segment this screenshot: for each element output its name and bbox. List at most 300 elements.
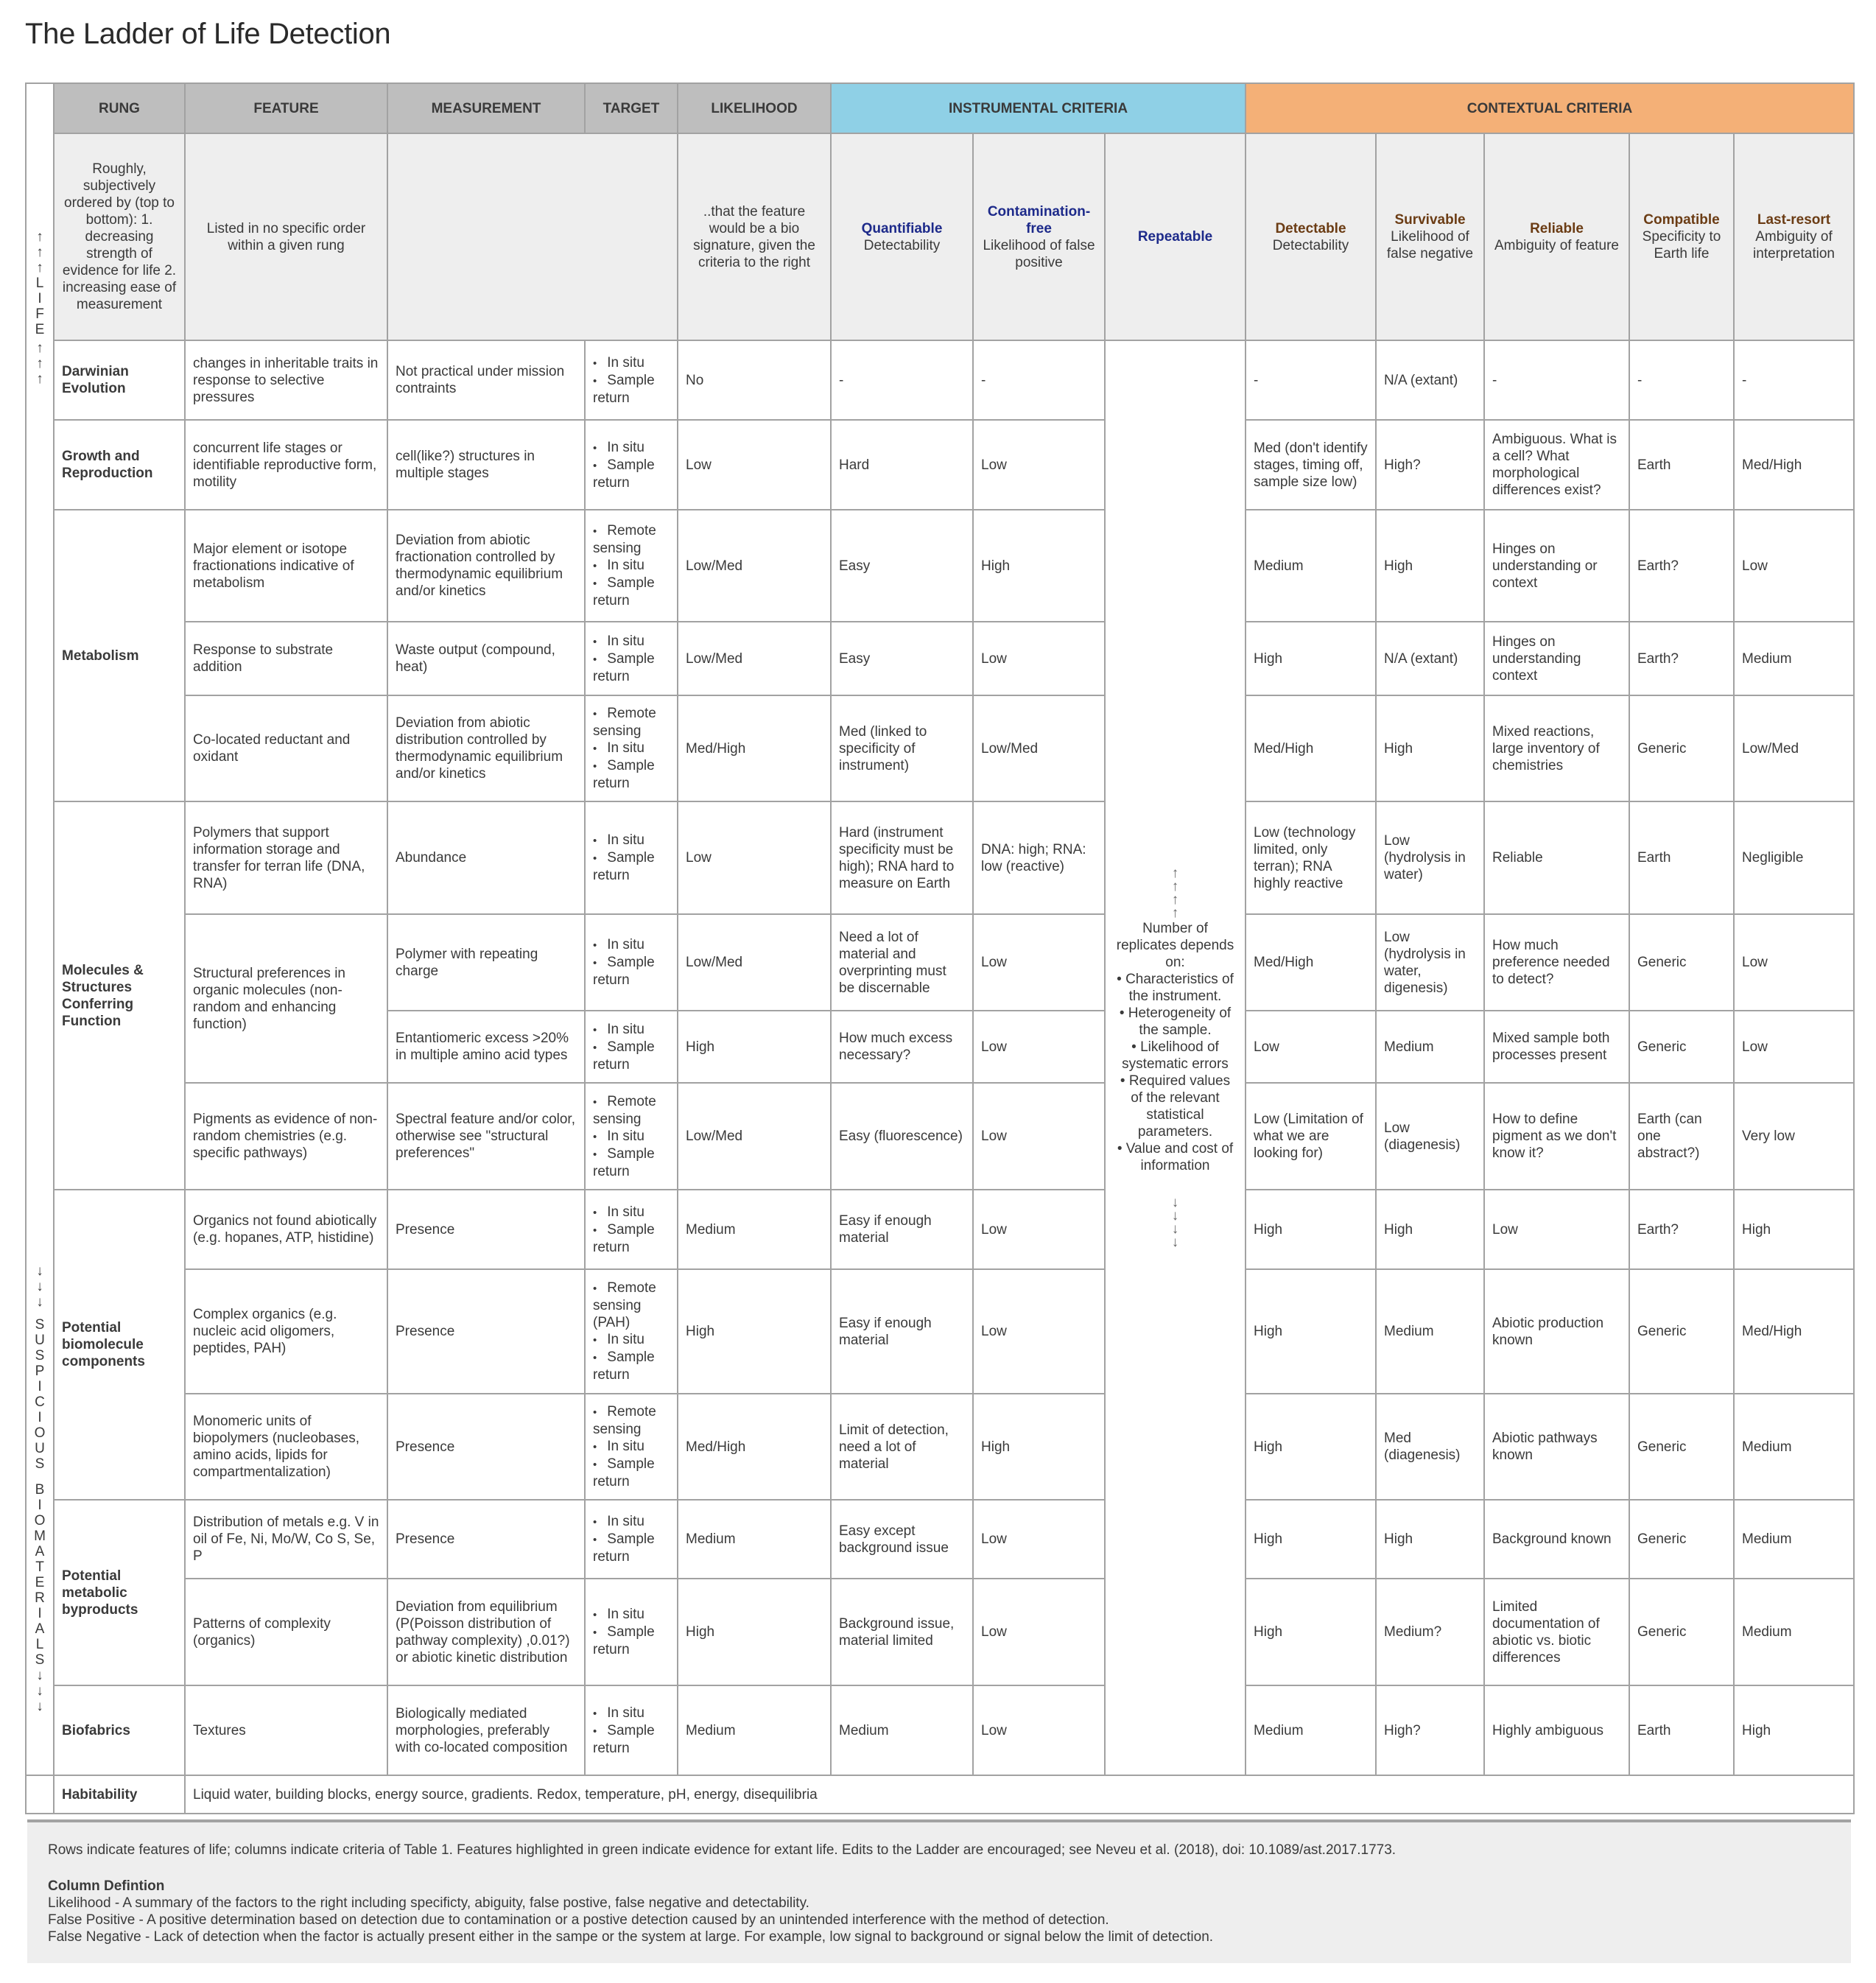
likelihood-cell: Low/Med	[678, 510, 831, 622]
contamination-cell: Low/Med	[973, 695, 1105, 801]
up-arrow-icon: ↑	[1171, 905, 1179, 921]
survivable-cell: N/A (extant)	[1376, 340, 1484, 420]
target-cell	[585, 420, 678, 510]
direction-labels	[34, 340, 46, 1714]
contamination-cell: -	[973, 340, 1105, 420]
down-arrow-icon: ↓	[36, 1294, 43, 1310]
contamination-cell: DNA: high; RNA: low (reactive)	[973, 801, 1105, 914]
survivable-cell: High?	[1376, 1685, 1484, 1775]
criterion-title: Compatible	[1643, 212, 1720, 228]
rung-name: Metabolism	[54, 510, 185, 801]
feature-cell: Organics not found abiotically (e.g. hopanes, ATP, histidine)	[185, 1190, 387, 1269]
ladder-row	[26, 1579, 1854, 1685]
feature-cell: Co-located reductant and oxidant	[185, 695, 387, 801]
margin-cell	[26, 1775, 54, 1814]
reliable-cell: Highly ambiguous	[1484, 1685, 1629, 1775]
up-arrow-icon: ↑	[1171, 878, 1179, 894]
column-header-target: TARGET	[585, 83, 678, 133]
target-item: • Remote sensing	[593, 705, 670, 740]
detectable-cell: -	[1246, 340, 1376, 420]
subheader-likelihood: ..that the feature would be a bio signature, given the criteria to the right	[678, 133, 831, 340]
reliable-cell: Mixed reactions, large inventory of chemistries	[1484, 695, 1629, 801]
up-arrow-icon: ↑	[36, 371, 43, 387]
target-item: • Sample return	[593, 849, 670, 884]
compatible-cell: Generic	[1629, 1269, 1734, 1394]
reliable-cell: Hinges on understanding context	[1484, 622, 1629, 695]
ladder-row	[26, 1190, 1854, 1269]
compatible-cell: Generic	[1629, 1394, 1734, 1500]
compatible-cell: Generic	[1629, 1500, 1734, 1579]
survivable-cell: Medium?	[1376, 1579, 1484, 1685]
target-item: • Sample return	[593, 650, 670, 685]
compatible-cell: Earth?	[1629, 622, 1734, 695]
survivable-cell: Low (hydrolysis in water, digenesis)	[1376, 914, 1484, 1011]
target-cell	[585, 695, 678, 801]
detectable-cell: Med/High	[1246, 914, 1376, 1011]
margin-letter: C	[35, 1394, 45, 1410]
criterion-desc: Detectability	[863, 237, 941, 253]
measurement-cell: Abundance	[387, 801, 585, 914]
target-item: • Sample return	[593, 1531, 670, 1565]
likelihood-cell: Medium	[678, 1500, 831, 1579]
quantifiable-cell: Medium	[831, 1685, 973, 1775]
feature-cell: Distribution of metals e.g. V in oil of Fe, Ni, Mo/W, Co S, Se, P	[185, 1500, 387, 1579]
survivable-cell: High	[1376, 1190, 1484, 1269]
target-cell	[585, 340, 678, 420]
contamination-cell: Low	[973, 1685, 1105, 1775]
lastresort-cell: Med/High	[1734, 420, 1854, 510]
up-arrow-icon: ↑	[36, 356, 43, 371]
margin-letter: U	[35, 1333, 45, 1348]
quantifiable-cell: Background issue, material limited	[831, 1579, 973, 1685]
subheader-lastresort	[1734, 133, 1854, 340]
survivable-cell: High	[1376, 510, 1484, 622]
target-list	[593, 936, 670, 989]
down-arrows	[1113, 1196, 1237, 1249]
target-item: • Sample return	[593, 1145, 670, 1180]
measurement-cell: Presence	[387, 1269, 585, 1394]
ladder-row	[26, 1394, 1854, 1500]
compatible-cell: -	[1629, 340, 1734, 420]
rung-habitability: Habitability	[54, 1775, 185, 1814]
target-list	[593, 522, 670, 609]
up-arrows	[1113, 867, 1237, 920]
lastresort-cell: Med/High	[1734, 1269, 1854, 1394]
target-item: • Sample return	[593, 575, 670, 609]
contamination-cell: High	[973, 510, 1105, 622]
ladder-row	[26, 695, 1854, 801]
margin-letter: S	[35, 1456, 45, 1472]
lastresort-cell: Medium	[1734, 1500, 1854, 1579]
quantifiable-cell: Easy (fluorescence)	[831, 1083, 973, 1190]
target-list	[593, 1093, 670, 1180]
ladder-body	[26, 340, 1854, 1775]
feature-cell: Patterns of complexity (organics)	[185, 1579, 387, 1685]
target-item: • In situ	[593, 1331, 670, 1349]
criterion-desc: Likelihood of false positive	[983, 237, 1095, 270]
measurement-cell: Waste output (compound, heat)	[387, 622, 585, 695]
feature-cell: Complex organics (e.g. nucleic acid oligomers, peptides, PAH)	[185, 1269, 387, 1394]
contamination-cell: Low	[973, 1500, 1105, 1579]
target-list	[593, 705, 670, 792]
reliable-cell: Limited documentation of abiotic vs. biotic differences	[1484, 1579, 1629, 1685]
page-title: The Ladder of Life Detection	[25, 18, 391, 50]
subheader-compatible	[1629, 133, 1734, 340]
ladder-row	[26, 420, 1854, 510]
quantifiable-cell: Need a lot of material and overprinting must be discernable	[831, 914, 973, 1011]
target-cell	[585, 1083, 678, 1190]
measurement-cell: Deviation from abiotic fractionation controlled by thermodynamic equilibrium and/or kinetics	[387, 510, 585, 622]
margin-letter: O	[34, 1513, 46, 1529]
target-item: • In situ	[593, 1021, 670, 1039]
target-cell	[585, 622, 678, 695]
target-item: • In situ	[593, 1606, 670, 1624]
survivable-cell: Low (diagenesis)	[1376, 1083, 1484, 1190]
subheader-survivable	[1376, 133, 1484, 340]
lastresort-cell: Very low	[1734, 1083, 1854, 1190]
target-item: • Remote sensing	[593, 1093, 670, 1128]
down-arrow-icon: ↓	[1171, 1207, 1179, 1224]
feature-cell: concurrent life stages or identifiable reproductive form, motility	[185, 420, 387, 510]
target-item: • Sample return	[593, 1039, 670, 1073]
contamination-cell: Low	[973, 1011, 1105, 1083]
contamination-cell: Low	[973, 1579, 1105, 1685]
margin-letter: O	[34, 1425, 46, 1441]
target-cell	[585, 1190, 678, 1269]
lastresort-cell: Negligible	[1734, 801, 1854, 914]
feature-cell: Polymers that support information storage and transfer for terran life (DNA, RNA)	[185, 801, 387, 914]
habitability-row	[26, 1775, 1854, 1814]
target-item: • In situ	[593, 740, 670, 757]
margin-letter: P	[35, 1363, 45, 1379]
ladder-direction-margin	[26, 340, 54, 1775]
life-label	[34, 229, 46, 340]
target-cell	[585, 1685, 678, 1775]
likelihood-cell: Med/High	[678, 695, 831, 801]
footer-note: Rows indicate features of life; columns indicate criteria of Table 1. Features highlighted in green indicate evidence for extant life. Edits to the Ladder are encouraged; see Neveu et al. (2018), doi: 10.1089/ast.2017.1773.	[48, 1842, 1397, 1858]
target-cell	[585, 1011, 678, 1083]
reliable-cell: Reliable	[1484, 801, 1629, 914]
criterion-title: Repeatable	[1137, 229, 1213, 245]
target-item: • Sample return	[593, 1624, 670, 1658]
target-item: • In situ	[593, 1204, 670, 1221]
likelihood-cell: High	[678, 1579, 831, 1685]
criterion-title: Quantifiable	[861, 220, 943, 236]
target-item: • In situ	[593, 1513, 670, 1531]
down-arrow-icon: ↓	[1171, 1221, 1179, 1237]
feature-cell: Structural preferences in organic molecules (non-random and enhancing function)	[185, 914, 387, 1083]
target-item: • Remote sensing	[593, 1403, 670, 1438]
subheader-row	[26, 133, 1854, 340]
contamination-cell: Low	[973, 1269, 1105, 1394]
habitability-text: Liquid water, building blocks, energy source, gradients. Redox, temperature, pH, energy, disequilibria	[185, 1775, 1854, 1814]
target-cell	[585, 1500, 678, 1579]
detectable-cell: Low	[1246, 1011, 1376, 1083]
lastresort-cell: Low	[1734, 914, 1854, 1011]
lastresort-cell: Low	[1734, 1011, 1854, 1083]
rung-name: Molecules & Structures Conferring Function	[54, 801, 185, 1190]
header-row	[26, 83, 1854, 133]
ladder-row	[26, 340, 1854, 420]
subheader-rung: Roughly, subjectively ordered by (top to bottom): 1. decreasing strength of evidence for life 2. increasing ease of measurement	[54, 133, 185, 340]
margin-letter: I	[38, 1498, 42, 1513]
margin-letter: S	[35, 1348, 45, 1363]
detectable-cell: High	[1246, 1269, 1376, 1394]
survivable-cell: Low (hydrolysis in water)	[1376, 801, 1484, 914]
column-header-measurement: MEASUREMENT	[387, 83, 585, 133]
likelihood-cell: High	[678, 1269, 831, 1394]
definition-false-positive: False Positive - A positive determination based on detection due to contamination or a postive detection caused by an unintended interference with the method of detection.	[48, 1912, 1109, 1928]
criterion-title: Survivable	[1394, 212, 1466, 228]
detectable-cell: Medium	[1246, 510, 1376, 622]
rung-name: Biofabrics	[54, 1685, 185, 1775]
quantifiable-cell: Easy if enough material	[831, 1269, 973, 1394]
target-item: • Sample return	[593, 1221, 670, 1256]
margin-letter: I	[38, 291, 42, 306]
footer-notes	[27, 1819, 1851, 1963]
target-list	[593, 633, 670, 685]
subheader-measurement	[387, 133, 678, 340]
target-item: • Sample return	[593, 757, 670, 792]
target-list	[593, 832, 670, 884]
margin-letter: L	[35, 1637, 44, 1652]
survivable-cell: Medium	[1376, 1011, 1484, 1083]
quantifiable-cell: -	[831, 340, 973, 420]
lastresort-cell: Medium	[1734, 1394, 1854, 1500]
lastresort-cell: Low/Med	[1734, 695, 1854, 801]
margin-letter: E	[35, 322, 45, 337]
target-item: • In situ	[593, 936, 670, 954]
feature-cell: Major element or isotope fractionations indicative of metabolism	[185, 510, 387, 622]
target-list	[593, 1280, 670, 1383]
up-arrow-icon: ↑	[36, 340, 43, 356]
quantifiable-cell: Hard (instrument specificity must be high); RNA hard to measure on Earth	[831, 801, 973, 914]
measurement-cell: Spectral feature and/or color, otherwise see "structural preferences"	[387, 1083, 585, 1190]
detectable-cell: Low (Limitation of what we are looking for)	[1246, 1083, 1376, 1190]
definitions-title: Column Defintion	[48, 1878, 165, 1894]
ladder-row	[26, 1685, 1854, 1775]
margin-letter: M	[34, 1529, 46, 1544]
rung-name: Growth and Reproduction	[54, 420, 185, 510]
detectable-cell: Low (technology limited, only terran); RNA highly reactive	[1246, 801, 1376, 914]
target-item: • Sample return	[593, 954, 670, 989]
criterion-title: Contamination-free	[987, 203, 1091, 236]
measurement-cell: Presence	[387, 1500, 585, 1579]
ladder-row	[26, 510, 1854, 622]
margin-letter: U	[35, 1441, 45, 1456]
ladder-table	[25, 83, 1855, 1814]
reliable-cell: How to define pigment as we don't know it?	[1484, 1083, 1629, 1190]
criterion-desc: Detectability	[1272, 237, 1349, 253]
survivable-cell: High?	[1376, 420, 1484, 510]
contamination-cell: Low	[973, 914, 1105, 1011]
margin-letter: A	[35, 1544, 45, 1559]
repeatable-note	[1105, 340, 1246, 1775]
feature-cell: Textures	[185, 1685, 387, 1775]
target-list	[593, 1021, 670, 1073]
target-list	[593, 1513, 670, 1565]
reliable-cell: Hinges on understanding or context	[1484, 510, 1629, 622]
reliable-cell: Abiotic production known	[1484, 1269, 1629, 1394]
reliable-cell: -	[1484, 340, 1629, 420]
compatible-cell: Generic	[1629, 1011, 1734, 1083]
subheader-reliable	[1484, 133, 1629, 340]
criterion-title: Last-resort	[1757, 212, 1831, 228]
criterion-desc: Ambiguity of interpretation	[1753, 229, 1835, 262]
margin-letter: T	[35, 1559, 44, 1575]
target-item: • Sample return	[593, 1349, 670, 1383]
criterion-title: Reliable	[1530, 220, 1584, 236]
feature-cell: Pigments as evidence of non-random chemistries (e.g. specific pathways)	[185, 1083, 387, 1190]
likelihood-cell: Medium	[678, 1190, 831, 1269]
feature-cell: Response to substrate addition	[185, 622, 387, 695]
likelihood-cell: Low	[678, 420, 831, 510]
margin-letter: R	[35, 1590, 45, 1606]
lastresort-cell: Low	[1734, 510, 1854, 622]
down-arrow-icon: ↓	[36, 1668, 43, 1683]
repeatable-intro: Number of replicates depends on:	[1116, 920, 1234, 970]
target-list	[593, 1403, 670, 1490]
detectable-cell: High	[1246, 622, 1376, 695]
survivable-cell: Medium	[1376, 1269, 1484, 1394]
measurement-cell: Entantiomeric excess >20% in multiple amino acid types	[387, 1011, 585, 1083]
measurement-cell: cell(like?) structures in multiple stages	[387, 420, 585, 510]
contamination-cell: High	[973, 1394, 1105, 1500]
likelihood-cell: Low/Med	[678, 1083, 831, 1190]
compatible-cell: Earth?	[1629, 510, 1734, 622]
repeatable-bullet: • Heterogeneity of the sample.	[1113, 1005, 1237, 1039]
down-arrow-icon: ↓	[36, 1279, 43, 1294]
target-item: • Sample return	[593, 372, 670, 407]
down-arrow-icon: ↓	[36, 1699, 43, 1714]
measurement-cell: Polymer with repeating charge	[387, 914, 585, 1011]
target-list	[593, 1705, 670, 1757]
target-item: • Sample return	[593, 457, 670, 491]
target-item: • Remote sensing	[593, 522, 670, 557]
lastresort-cell: Medium	[1734, 1579, 1854, 1685]
measurement-cell: Deviation from abiotic distribution controlled by thermodynamic equilibrium and/or kinetics	[387, 695, 585, 801]
margin-letter: S	[35, 1652, 45, 1668]
criterion-desc: Specificity to Earth life	[1642, 229, 1721, 262]
ladder-row	[26, 1083, 1854, 1190]
measurement-cell: Not practical under mission contraints	[387, 340, 585, 420]
up-arrow-icon: ↑	[36, 260, 43, 275]
target-cell	[585, 801, 678, 914]
lastresort-cell: High	[1734, 1685, 1854, 1775]
measurement-cell: Biologically mediated morphologies, preferably with co-located composition	[387, 1685, 585, 1775]
definition-likelihood: Likelihood - A summary of the factors to the right including specificty, abiguity, false postive, false negative and detectability.	[48, 1895, 809, 1911]
down-arrow-icon: ↓	[1171, 1234, 1179, 1250]
margin-letter: I	[38, 1606, 42, 1621]
target-cell	[585, 1394, 678, 1500]
margin-top-cell	[26, 83, 54, 340]
detectable-cell: Medium	[1246, 1685, 1376, 1775]
likelihood-cell: No	[678, 340, 831, 420]
target-item: • Remote sensing (PAH)	[593, 1280, 670, 1331]
repeatable-bullet: • Likelihood of systematic errors	[1113, 1039, 1237, 1073]
repeatable-bullet: • Characteristics of the instrument.	[1113, 971, 1237, 1005]
target-cell	[585, 1579, 678, 1685]
target-item: • In situ	[593, 1438, 670, 1456]
down-arrow-icon: ↓	[1171, 1194, 1179, 1210]
compatible-cell: Generic	[1629, 695, 1734, 801]
reliable-cell: Mixed sample both processes present	[1484, 1011, 1629, 1083]
target-item: • In situ	[593, 439, 670, 457]
survivable-cell: Med (diagenesis)	[1376, 1394, 1484, 1500]
rung-name: Potential metabolic byproducts	[54, 1500, 185, 1685]
target-cell	[585, 510, 678, 622]
measurement-cell: Presence	[387, 1394, 585, 1500]
quantifiable-cell: Easy if enough material	[831, 1190, 973, 1269]
lastresort-cell: Medium	[1734, 622, 1854, 695]
criterion-desc: Likelihood of false negative	[1386, 229, 1474, 262]
target-list	[593, 354, 670, 407]
ladder-row	[26, 1269, 1854, 1394]
reliable-cell: Abiotic pathways known	[1484, 1394, 1629, 1500]
reliable-cell: How much preference needed to detect?	[1484, 914, 1629, 1011]
subheader-contamination	[973, 133, 1105, 340]
quantifiable-cell: Med (linked to specificity of instrument)	[831, 695, 973, 801]
column-header-rung: RUNG	[54, 83, 185, 133]
measurement-cell: Presence	[387, 1190, 585, 1269]
quantifiable-cell: Easy	[831, 622, 973, 695]
reliable-cell: Ambiguous. What is a cell? What morphological differences exist?	[1484, 420, 1629, 510]
target-cell	[585, 914, 678, 1011]
quantifiable-cell: How much excess necessary?	[831, 1011, 973, 1083]
target-item: • Sample return	[593, 1722, 670, 1757]
up-arrow-icon: ↑	[1171, 891, 1179, 908]
survivable-cell: N/A (extant)	[1376, 622, 1484, 695]
detectable-cell: High	[1246, 1579, 1376, 1685]
survivable-cell: High	[1376, 1500, 1484, 1579]
compatible-cell: Earth?	[1629, 1190, 1734, 1269]
target-item: • In situ	[593, 557, 670, 575]
target-list	[593, 1606, 670, 1658]
column-group-instrumental: INSTRUMENTAL CRITERIA	[831, 83, 1246, 133]
repeatable-bullet: • Required values of the relevant statistical parameters.	[1113, 1073, 1237, 1140]
subheader-repeatable	[1105, 133, 1246, 340]
quantifiable-cell: Hard	[831, 420, 973, 510]
quantifiable-cell: Easy	[831, 510, 973, 622]
up-arrow-icon: ↑	[36, 245, 43, 260]
feature-cell: changes in inheritable traits in response to selective pressures	[185, 340, 387, 420]
subheader-quantifiable	[831, 133, 973, 340]
likelihood-cell: Low/Med	[678, 914, 831, 1011]
detectable-cell: High	[1246, 1394, 1376, 1500]
column-header-likelihood: LIKELIHOOD	[678, 83, 831, 133]
compatible-cell: Generic	[1629, 1579, 1734, 1685]
target-item: • In situ	[593, 1128, 670, 1145]
detectable-cell: Med/High	[1246, 695, 1376, 801]
target-list	[593, 1204, 670, 1256]
margin-letter: F	[35, 306, 44, 322]
target-item: • In situ	[593, 354, 670, 372]
down-arrow-icon: ↓	[36, 1263, 43, 1279]
detectable-cell: High	[1246, 1500, 1376, 1579]
contamination-cell: Low	[973, 1083, 1105, 1190]
contamination-cell: Low	[973, 420, 1105, 510]
compatible-cell: Generic	[1629, 914, 1734, 1011]
target-item: • In situ	[593, 633, 670, 650]
detectable-cell: High	[1246, 1190, 1376, 1269]
criterion-desc: Ambiguity of feature	[1494, 237, 1619, 253]
target-list	[593, 439, 670, 491]
likelihood-cell: High	[678, 1011, 831, 1083]
column-group-contextual: CONTEXTUAL CRITERIA	[1246, 83, 1854, 133]
definition-false-negative: False Negative - Lack of detection when the factor is actually present either in the sampe or the system at large. For example, low signal to background or signal below the limit of detection.	[48, 1929, 1214, 1945]
reliable-cell: Background known	[1484, 1500, 1629, 1579]
feature-cell: Monomeric units of biopolymers (nucleobases, amino acids, lipids for compartmentalization)	[185, 1394, 387, 1500]
